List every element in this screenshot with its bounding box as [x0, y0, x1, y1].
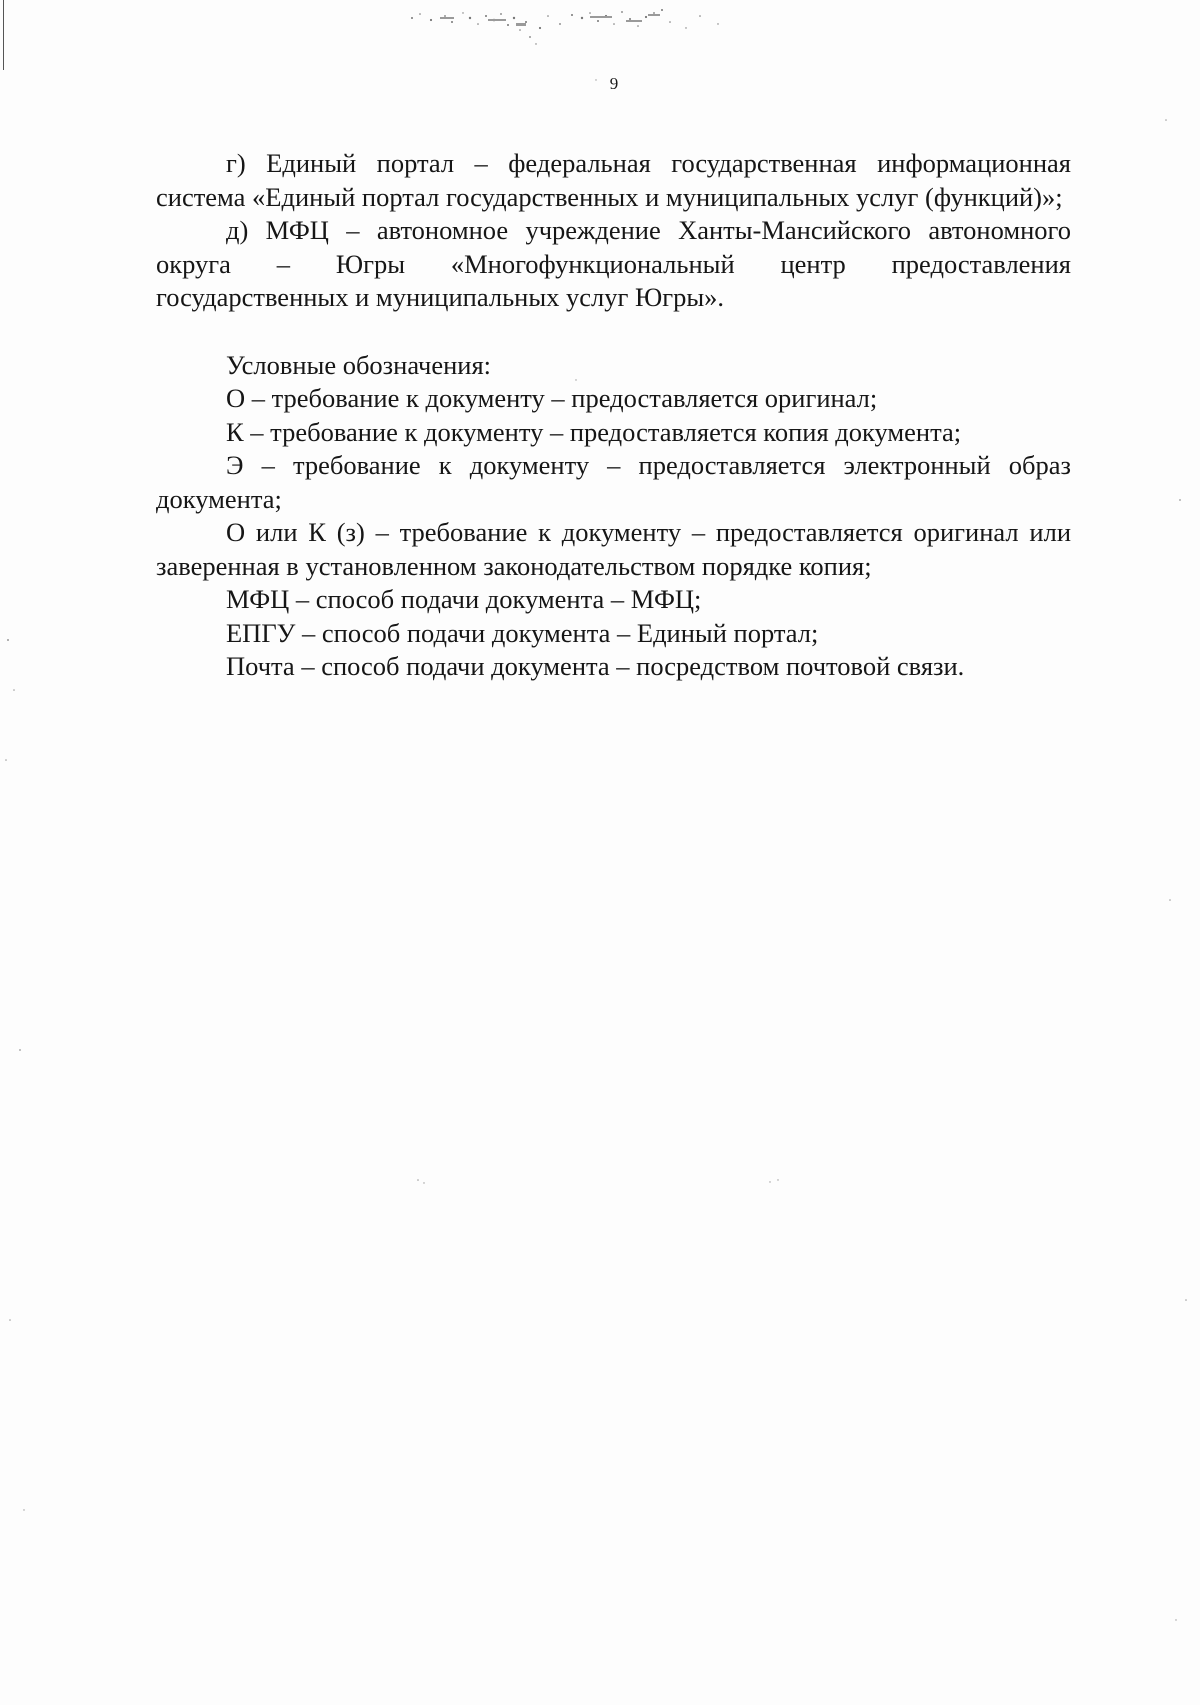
legend-item-copy: К – требование к документу – предоставляется копия документа;: [226, 416, 962, 447]
definition-d: д) МФЦ – автономное учреждение Ханты-Мансийского автономного округа – Югры «Многофункциональный центр предоставления государственных и муниципальных услуг Югры».: [156, 215, 1071, 312]
legend-item-original: О – требование к документу – предоставляется оригинал;: [226, 383, 878, 413]
scan-noise-top: [400, 4, 740, 50]
page-number: 9: [609, 74, 619, 93]
legend-item-electronic: Э – требование к документу – предоставляется электронный образ документа;: [156, 450, 1071, 514]
legend-item-mfc: МФЦ – способ подачи документа – МФЦ;: [226, 584, 702, 614]
legend-item-original-or-certified: О или К (з) – требование к документу – предоставляется оригинал или заверенная в установленном законодательством порядке копия;: [156, 517, 1071, 581]
legend-item-post: Почта – способ подачи документа – посредством почтовой связи.: [226, 651, 965, 681]
legend-item-epgu: ЕПГУ – способ подачи документа – Единый портал;: [226, 617, 819, 648]
definition-g: г) Единый портал – федеральная государственная информационная система «Единый портал государственных и муниципальных услуг (функций)»;: [156, 148, 1071, 212]
scan-edge-line: [3, 0, 4, 70]
legend-heading: Условные обозначения:: [226, 349, 492, 380]
document-body: [156, 147, 1071, 684]
